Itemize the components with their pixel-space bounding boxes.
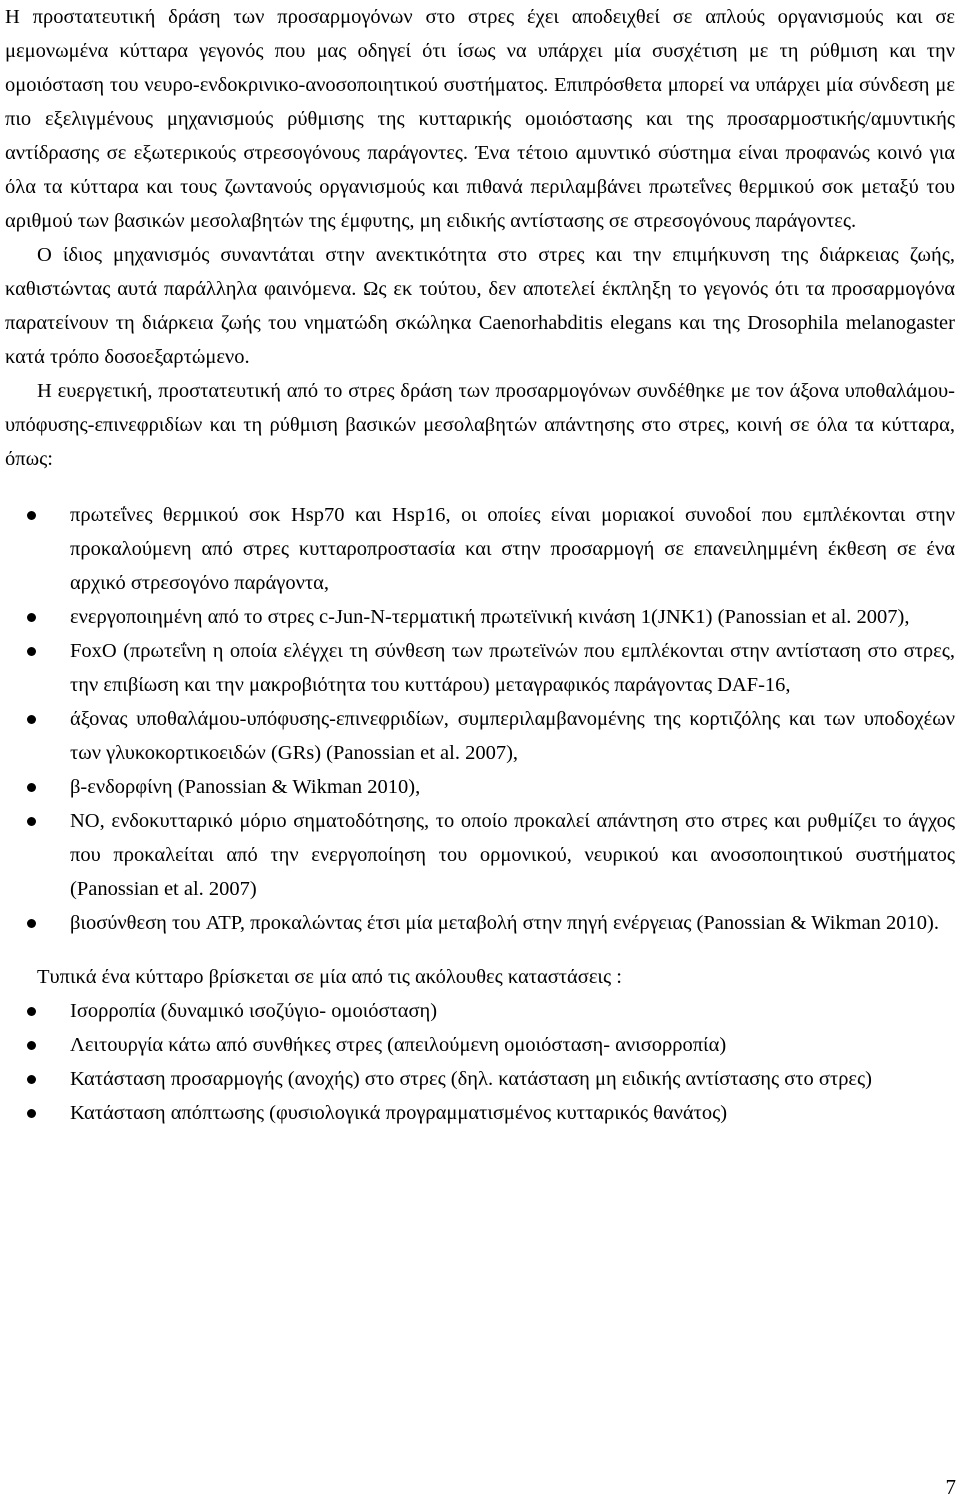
list-item-text: Ισορροπία (δυναμικό ισοζύγιο- ομοιόσταση) bbox=[70, 1000, 438, 1022]
list-item-text: Κατάσταση απόπτωσης (φυσιολογικά προγραμματισμένος κυτταρικός θανάτος) bbox=[70, 1102, 728, 1124]
bullet-icon bbox=[27, 817, 36, 826]
bullet-icon bbox=[27, 647, 36, 656]
bullet-icon bbox=[27, 1109, 36, 1118]
list-item bbox=[5, 702, 955, 770]
list-item-text: βιοσύνθεση του ATP, προκαλώντας έτσι μία μεταβολή στην πηγή ενέργειας (Panossian & Wikman 2010). bbox=[70, 912, 940, 934]
bullet-icon bbox=[27, 1007, 36, 1016]
mediator-list bbox=[5, 498, 955, 940]
bullet-icon bbox=[27, 715, 36, 724]
list-item bbox=[5, 770, 955, 804]
list-item bbox=[5, 1062, 955, 1096]
list-item-text: πρωτεΐνες θερμικού σοκ Hsp70 και Hsp16, οι οποίες είναι μοριακοί συνοδοί που εμπλέκονται στην προκαλούμενη από στρες κυτταροπροστασία και στην προσαρμογή σε επανειλημμένη έκθεση σε ένα αρχικό στρεσογόνο παράγοντα, bbox=[70, 504, 955, 594]
spacer bbox=[5, 940, 955, 960]
paragraph-cell-states-intro: Τυπικά ένα κύτταρο βρίσκεται σε μία από τις ακόλουθες καταστάσεις : bbox=[37, 966, 622, 988]
bullet-icon bbox=[27, 919, 36, 928]
spacer bbox=[5, 476, 955, 498]
bullet-icon bbox=[27, 1075, 36, 1084]
list-item-text: άξονας υποθαλάμου-υπόφυσης-επινεφριδίων, συμπεριλαμβανομένης της κορτιζόλης και των υποδοχέων των γλυκοκορτικοειδών (GRs) (Panossian et al. 2007), bbox=[70, 708, 955, 764]
bullet-icon bbox=[27, 783, 36, 792]
bullet-icon bbox=[27, 511, 36, 520]
paragraph-hpa-axis: Η ευεργετική, προστατευτική από το στρες δράση των προσαρμογόνων συνδέθηκε με τον άξονα υποθαλάμου-υπόφυσης-επινεφριδίων και τη ρύθμιση βασικών μεσολαβητών απάντησης στο στρες, κοινή σε όλα τα κύτταρα, όπως: bbox=[5, 380, 955, 470]
list-item-text: β-ενδορφίνη (Panossian & Wikman 2010), bbox=[70, 776, 421, 798]
page-number: 7 bbox=[945, 1475, 956, 1499]
list-item bbox=[5, 994, 955, 1028]
list-item bbox=[5, 804, 955, 906]
bullet-icon bbox=[27, 1041, 36, 1050]
list-item-text: ενεργοποιημένη από το στρες c-Jun-N-τερματική πρωτεϊνική κινάση 1(JNK1) (Panossian et al. 2007), bbox=[70, 606, 910, 628]
list-item-text: NO, ενδοκυτταρικό μόριο σηματοδότησης, το οποίο προκαλεί απάντηση στο στρες και ρυθμίζει το άγχος που προκαλείται από την ενεργοποίηση του ορμονικού, νευρικού και ανοσοποιητικού συστήματος (Panossian et al. 2007) bbox=[70, 810, 955, 900]
list-item bbox=[5, 906, 955, 940]
cell-state-list bbox=[5, 994, 955, 1130]
list-item-text: Λειτουργία κάτω από συνθήκες στρες (απειλούμενη ομοιόσταση- ανισορροπία) bbox=[70, 1034, 727, 1056]
list-item-text: Κατάσταση προσαρμογής (ανοχής) στο στρες (δηλ. κατάσταση μη ειδικής αντίστασης στο στρες) bbox=[70, 1068, 872, 1090]
bullet-icon bbox=[27, 613, 36, 622]
list-item bbox=[5, 1096, 955, 1130]
list-item bbox=[5, 1028, 955, 1062]
list-item-text: FoxO (πρωτεΐνη η οποία ελέγχει τη σύνθεση των πρωτεϊνών που εμπλέκονται στην αντίσταση στο στρες, την επιβίωση και την μακροβιότητα του κυττάρου) μεταγραφικός παράγοντας DAF-16, bbox=[70, 640, 955, 696]
paragraph-adaptogen-protection: Η προστατευτική δράση των προσαρμογόνων στο στρες έχει αποδειχθεί σε απλούς οργανισμούς και σε μεμονωμένα κύτταρα γεγονός που μας οδηγεί ότι ίσως να υπάρχει μία συσχέτιση με τη ρύθμιση και την ομοιόσταση του νευρο-ενδοκρινικο-ανοσοποιητικού συστήματος. Επιπρόσθετα μπορεί να υπάρχει μία σύνδεση με πιο εξελιγμένους μηχανισμούς ρύθμισης της κυτταρικής ομοιόστασης και της προσαρμοστικής/αμυντικής αντίδρασης σε εξωτερικούς στρεσογόνους παράγοντες. Ένα τέτοιο αμυντικό σύστημα είναι προφανώς κοινό για όλα τα κύτταρα και τους ζωντανούς οργανισμούς και πιθανά περιλαμβάνει πρωτεΐνες θερμικού σοκ μεταξύ του αριθμού των βασικών μεσολαβητών της έμφυτης, μη ειδικής αντίστασης σε στρεσογόνους παράγοντες. bbox=[5, 6, 955, 232]
list-item bbox=[5, 498, 955, 600]
page-content bbox=[5, 0, 955, 1130]
list-item bbox=[5, 634, 955, 702]
paragraph-stress-tolerance: Ο ίδιος μηχανισμός συναντάται στην ανεκτικότητα στο στρες και την επιμήκυνση της διάρκειας ζωής, καθιστώντας αυτά παράλληλα φαινόμενα. Ως εκ τούτου, δεν αποτελεί έκπληξη το γεγονός ότι τα προσαρμογόνα παρατείνουν τη διάρκεια ζωής του νηματώδη σκώληκα Caenorhabditis elegans και της Drosophila melanogaster κατά τρόπο δοσοεξαρτώμενο. bbox=[5, 244, 955, 368]
list-item bbox=[5, 600, 955, 634]
